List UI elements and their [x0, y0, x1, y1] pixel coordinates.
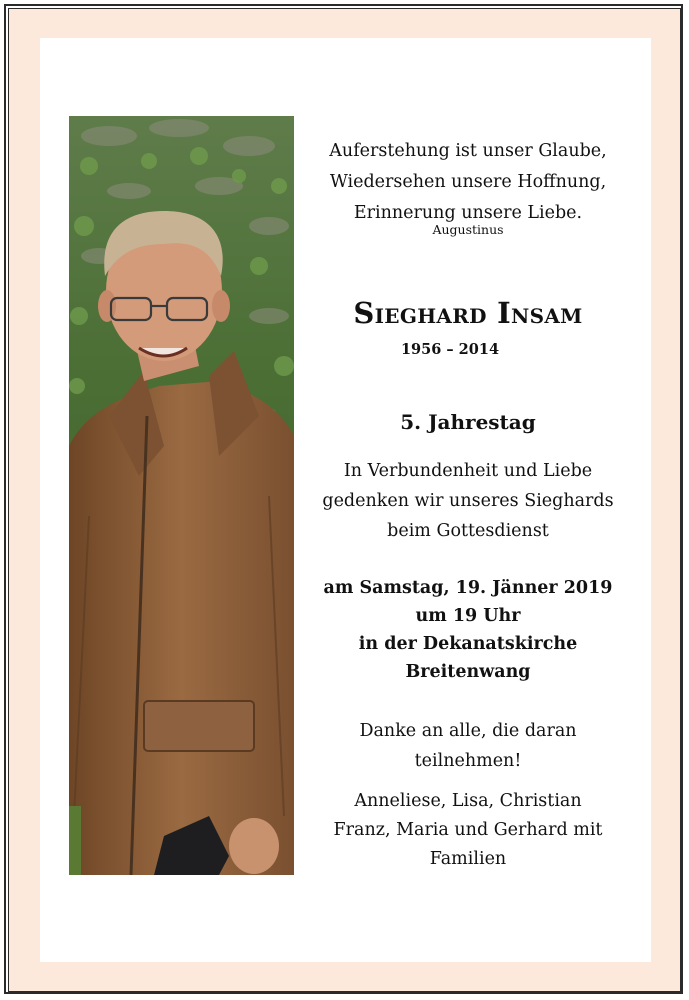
family-line: Anneliese, Lisa, Christian [354, 791, 582, 811]
service-details [318, 574, 618, 686]
family-line: Familien [429, 849, 507, 869]
quote-line: Wiedersehen unsere Hoffnung, [329, 172, 607, 192]
life-years: 1956 – 2014 [400, 341, 500, 358]
service-date: am Samstag, 19. Jänner 2019 [323, 578, 613, 598]
service-time: um 19 Uhr [415, 606, 521, 626]
quote [318, 136, 618, 229]
intro-line: beim Gottesdienst [387, 521, 549, 541]
quote-line: Erinnerung unsere Liebe. [353, 203, 583, 223]
thanks-line: teilnehmen! [414, 751, 522, 771]
quote-author: Augustinus [432, 222, 504, 237]
thanks-line: Danke an alle, die daran [359, 721, 577, 741]
deceased-name: Sieghard Insam [353, 296, 583, 330]
anniversary-title: 5. Jahrestag [400, 410, 536, 434]
family-signature [318, 787, 618, 874]
service-church: in der Dekanatskirche [358, 634, 578, 654]
intro-line: gedenken wir unseres Sieghards [322, 491, 614, 511]
quote-line: Auferstehung ist unser Glaube, [329, 141, 607, 161]
intro-text [318, 456, 618, 546]
family-line: Franz, Maria und Gerhard mit [333, 820, 603, 840]
thanks-text [318, 716, 618, 776]
portrait-photo [69, 116, 294, 875]
intro-line: In Verbundenheit und Liebe [343, 461, 593, 481]
service-place: Breitenwang [405, 662, 531, 682]
